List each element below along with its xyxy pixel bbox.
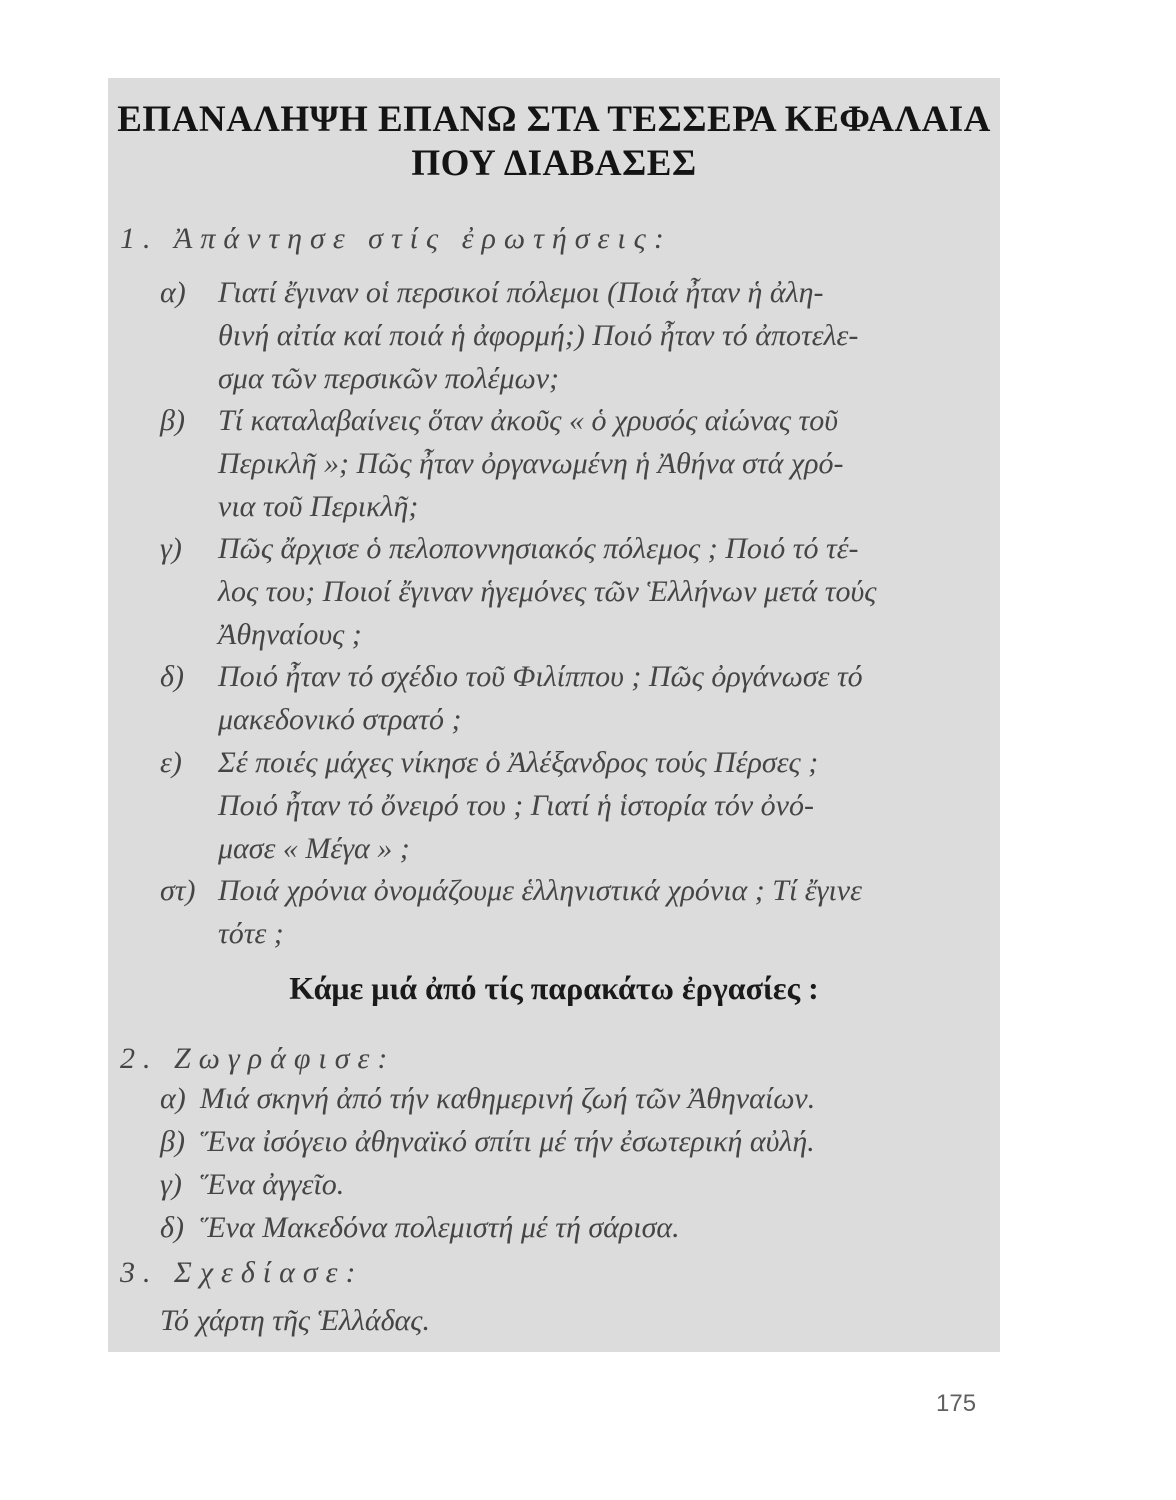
question-c-line-2: λος του; Ποιοί ἔγιναν ἡγεμόνες τῶν Ἑλλήνων μετά τούς bbox=[218, 575, 877, 608]
question-e-line-3: μασε « Μέγα » ; bbox=[218, 832, 410, 865]
question-b-line-3: νια τοῦ Περικλῆ; bbox=[218, 490, 419, 523]
page-title-line-2: ΠΟΥ ΔΙΑΒΑΣΕΣ bbox=[411, 143, 697, 184]
drawing-a-text: Μιά σκηνή ἀπό τήν καθημερινή ζωή τῶν Ἀθηναίων. bbox=[200, 1082, 816, 1115]
section-2-title: 2. Ζωγράφισε: bbox=[120, 1042, 396, 1075]
question-c-line-3: Ἀθηναίους ; bbox=[218, 618, 362, 651]
question-f-line-2: τότε ; bbox=[218, 917, 284, 950]
question-b-label: β) bbox=[160, 404, 185, 437]
question-e-line-1: Σέ ποιές μάχες νίκησε ὁ Ἀλέξανδρος τούς Πέρσες ; bbox=[218, 746, 819, 779]
drawing-a-label: α) bbox=[160, 1082, 186, 1115]
question-e-label: ε) bbox=[160, 746, 182, 779]
section-3-text: Τό χάρτη τῆς Ἑλλάδας. bbox=[160, 1304, 430, 1337]
question-d-label: δ) bbox=[160, 660, 184, 693]
question-c-label: γ) bbox=[160, 532, 182, 565]
question-d-line-2: μακεδονικό στρατό ; bbox=[218, 703, 462, 736]
page-number: 175 bbox=[936, 1390, 977, 1417]
question-f-label: στ) bbox=[160, 874, 196, 907]
question-a-line-3: σμα τῶν περσικῶν πολέμων; bbox=[218, 362, 560, 395]
section-1-title: 1. Ἀπάντησε στίς ἐρωτήσεις: bbox=[120, 222, 672, 255]
activities-heading: Κάμε μιά ἀπό τίς παρακάτω ἐργασίες : bbox=[289, 970, 819, 1006]
question-c-line-1: Πῶς ἄρχισε ὁ πελοποννησιακός πόλεμος ; Ποιό τό τέ- bbox=[218, 532, 859, 565]
question-b-line-1: Τί καταλαβαίνεις ὅταν ἀκοῦς « ὁ χρυσός αἰώνας τοῦ bbox=[218, 404, 839, 437]
page-title-line-1: ΕΠΑΝΑΛΗΨΗ ΕΠΑΝΩ ΣΤΑ ΤΕΣΣΕΡΑ ΚΕΦΑΛΑΙΑ bbox=[117, 99, 991, 140]
section-3-title: 3. Σχεδίασε: bbox=[120, 1256, 364, 1289]
question-f-line-1: Ποιά χρόνια ὀνομάζουμε ἑλληνιστικά χρόνια ; Τί ἔγινε bbox=[218, 874, 862, 907]
drawing-d-label: δ) bbox=[160, 1211, 184, 1244]
question-a-line-1: Γιατί ἔγιναν οἱ περσικοί πόλεμοι (Ποιά ἦταν ἡ ἀλη- bbox=[218, 276, 824, 309]
question-a-line-2: θινή αἰτία καί ποιά ἡ ἀφορμή;) Ποιό ἦταν τό ἀποτελε- bbox=[218, 319, 859, 352]
page-panel bbox=[108, 78, 1000, 1352]
drawing-b-label: β) bbox=[160, 1125, 185, 1158]
drawing-d-text: Ἕνα Μακεδόνα πολεμιστή μέ τή σάρισα. bbox=[200, 1211, 680, 1244]
question-e-line-2: Ποιό ἦταν τό ὄνειρό του ; Γιατί ἡ ἱστορία τόν ὀνό- bbox=[218, 789, 814, 822]
drawing-c-label: γ) bbox=[160, 1168, 182, 1201]
question-d-line-1: Ποιό ἦταν τό σχέδιο τοῦ Φιλίππου ; Πῶς ὀργάνωσε τό bbox=[218, 660, 863, 693]
question-a-label: α) bbox=[160, 276, 186, 309]
question-b-line-2: Περικλῆ »; Πῶς ἦταν ὀργανωμένη ἡ Ἀθήνα στά χρό- bbox=[218, 447, 844, 480]
drawing-b-text: Ἕνα ἰσόγειο ἀθηναϊκό σπίτι μέ τήν ἐσωτερική αὐλή. bbox=[200, 1125, 815, 1158]
drawing-c-text: Ἕνα ἀγγεῖο. bbox=[200, 1168, 345, 1201]
